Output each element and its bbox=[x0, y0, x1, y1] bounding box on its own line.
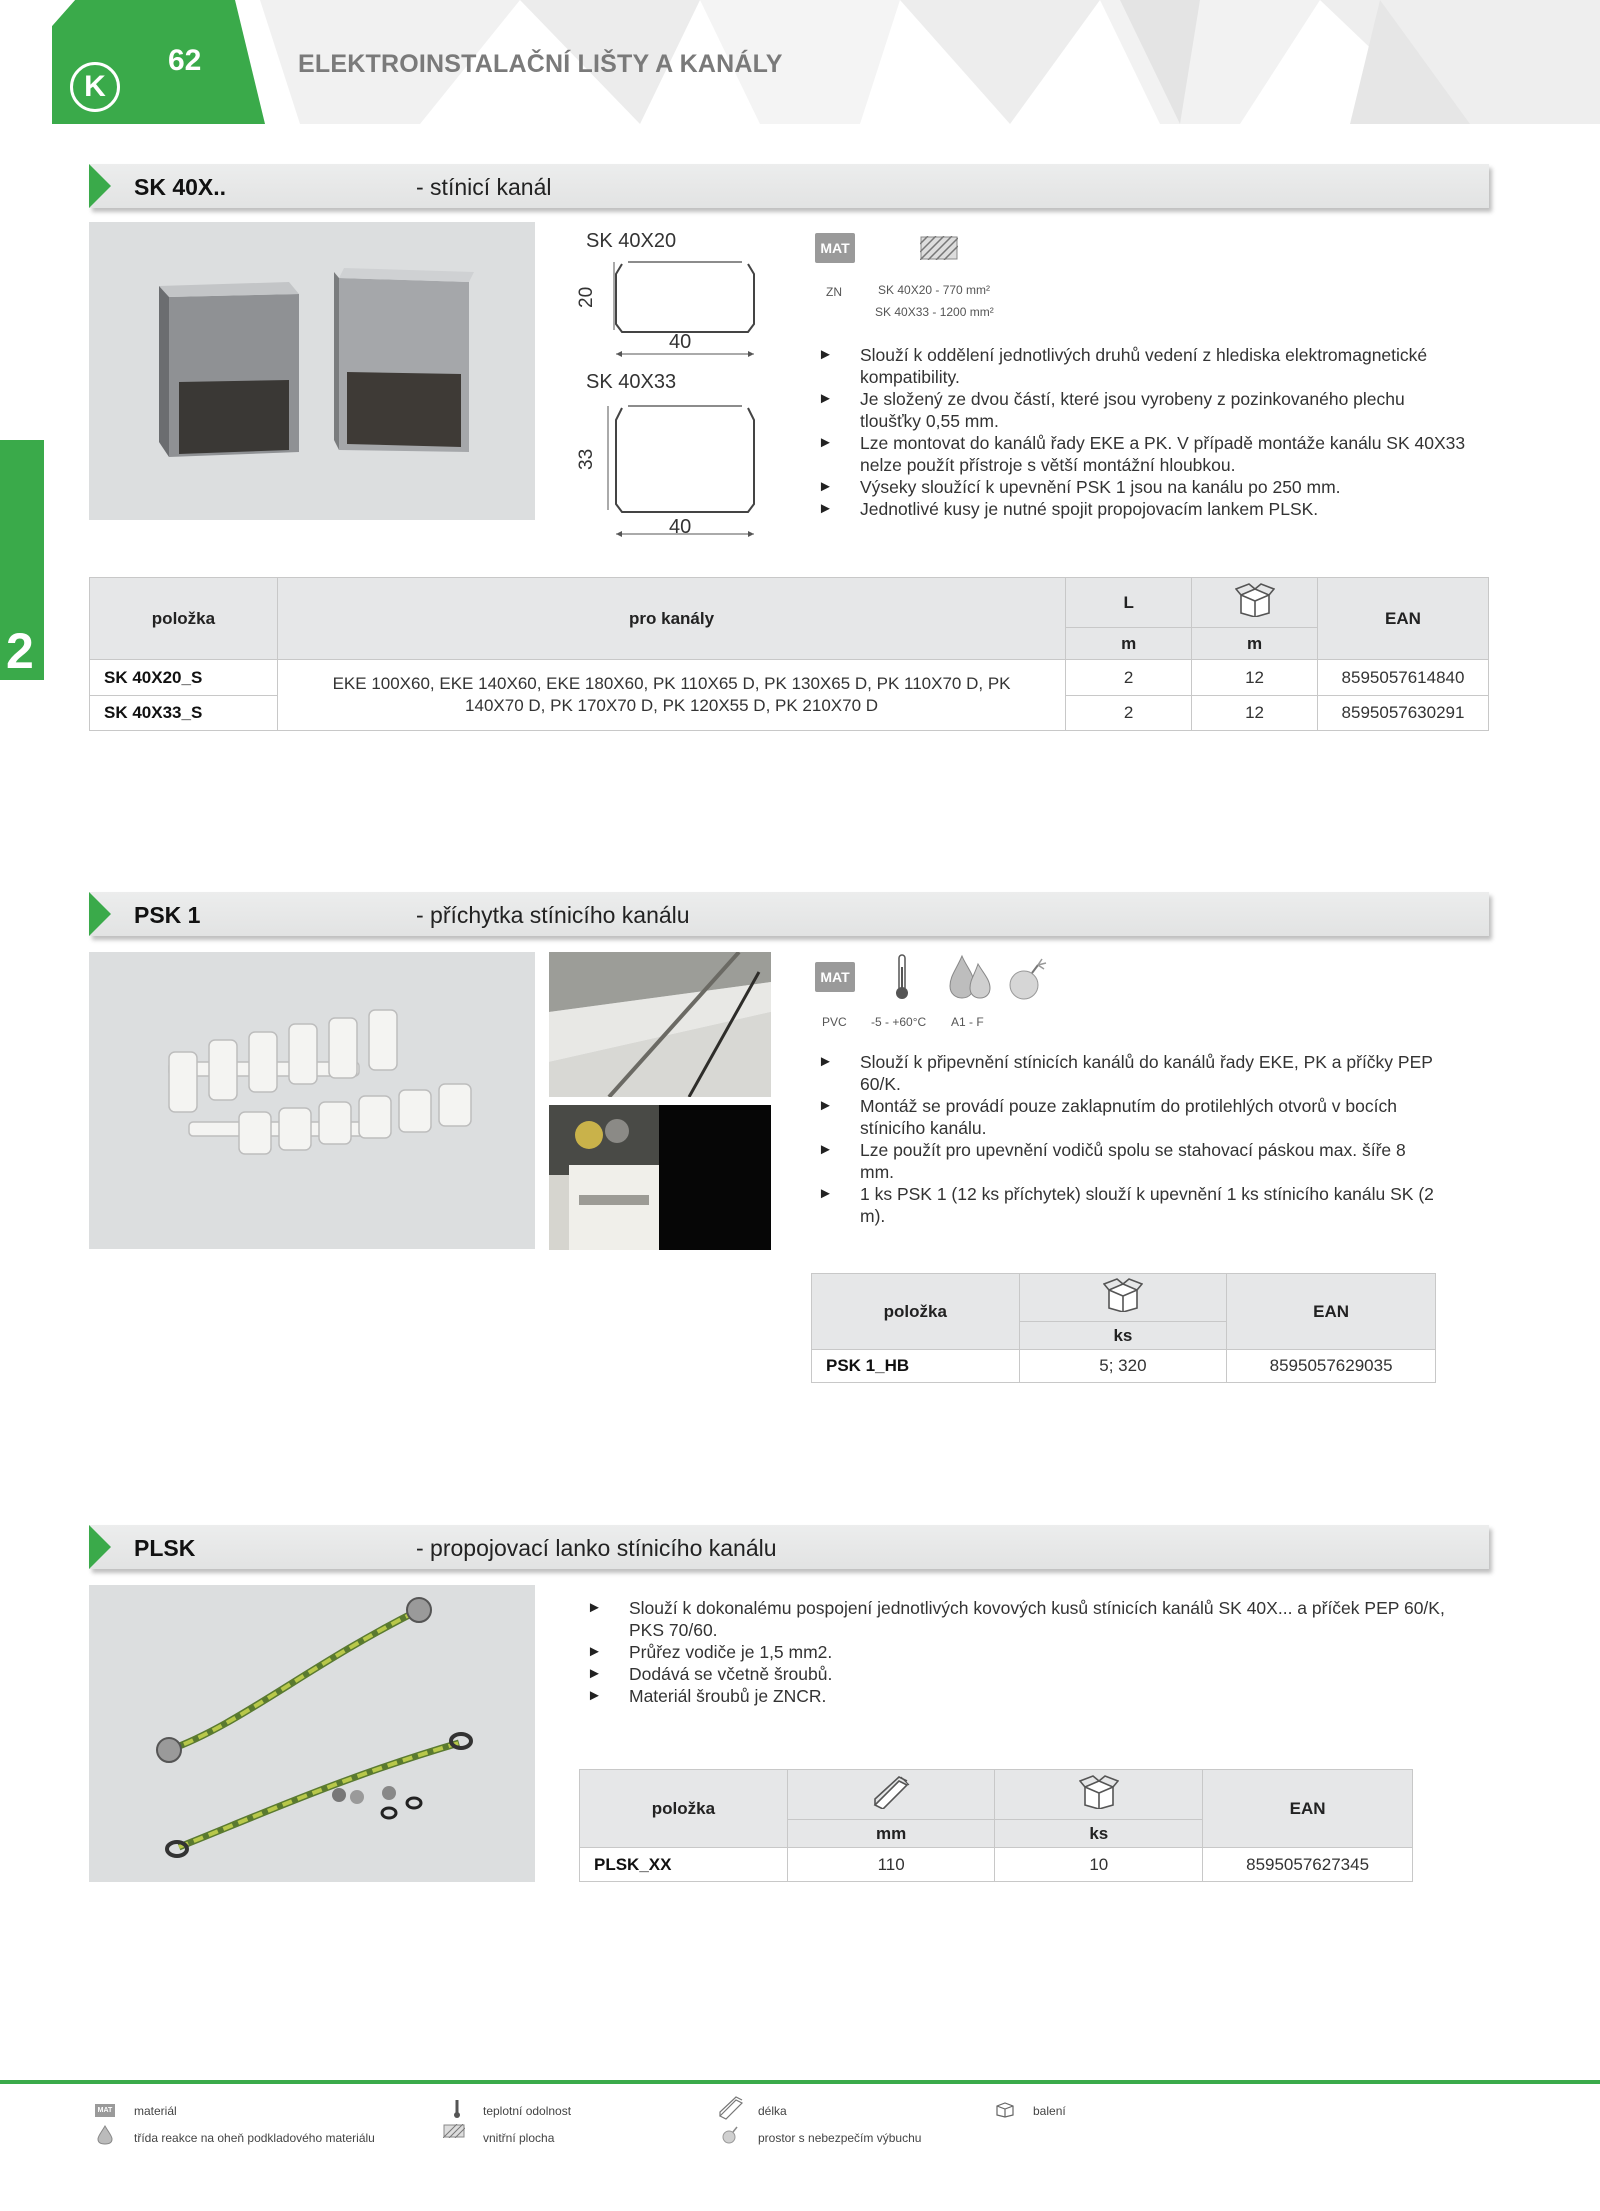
section-description: - příchytka stínicího kanálu bbox=[416, 902, 690, 928]
profile-name-sk40x33: SK 40X33 bbox=[586, 371, 677, 393]
page-title: ELEKTROINSTALAČNÍ LIŠTY A KANÁLY bbox=[298, 50, 783, 78]
section-code: SK 40X.. bbox=[134, 174, 227, 200]
ean-value: 8595057627345 bbox=[1203, 1848, 1413, 1882]
item-code: SK 40X33_S bbox=[90, 696, 278, 731]
material-icon: MAT bbox=[815, 233, 855, 263]
profile-height-sk40x33: 33 bbox=[576, 448, 597, 470]
length-value: 2 bbox=[1066, 660, 1192, 696]
compatible-channels: EKE 100X60, EKE 140X60, EKE 180X60, PK 110X65 D, PK 130X65 D, PK 110X70 D, PK 140X70 D, PK 170X70 D, PK 120X55 D, PK 210X70 D bbox=[277, 660, 1065, 731]
list-item: ► Montáž se provádí pouze zaklapnutím do protilehlých otvorů v bocích stínicího kanálu. bbox=[818, 1095, 1438, 1139]
unit-package: ks bbox=[995, 1820, 1203, 1848]
ean-value: 8595057629035 bbox=[1227, 1350, 1436, 1383]
package-value: 10 bbox=[995, 1848, 1203, 1882]
fire-class-value: A1 - F bbox=[951, 1015, 984, 1029]
area-note-sk40x20: SK 40X20 - 770 mm² bbox=[878, 283, 991, 297]
feature-list-sk40 bbox=[818, 344, 1470, 520]
list-item: ► Je složený ze dvou částí, které jsou vyrobeny z pozinkovaného plechu tloušťky 0,55 mm. bbox=[818, 388, 1470, 432]
column-header-ean: EAN bbox=[1203, 1770, 1413, 1848]
product-photo-sk40 bbox=[89, 222, 535, 520]
product-photo-psk bbox=[89, 952, 535, 1249]
legend-length: délka bbox=[758, 2104, 787, 2118]
package-value: 12 bbox=[1192, 660, 1318, 696]
explosion-hazard-icon bbox=[1008, 955, 1050, 1001]
section-header-psk bbox=[89, 892, 1489, 936]
length-icon bbox=[718, 2096, 744, 2120]
chapter-number: 2 bbox=[6, 623, 34, 679]
column-header-item: položka bbox=[90, 578, 278, 660]
product-photo-plsk bbox=[89, 1585, 535, 1882]
inner-surface-icon bbox=[920, 236, 958, 260]
length-icon bbox=[871, 1775, 911, 1809]
list-item: ► Jednotlivé kusy je nutné spojit propojovacím lankem PLSK. bbox=[818, 498, 1470, 520]
package-box-icon bbox=[994, 2100, 1016, 2118]
column-header-item: položka bbox=[812, 1274, 1020, 1350]
column-header-ean: EAN bbox=[1318, 578, 1489, 660]
column-header-for: pro kanály bbox=[277, 578, 1065, 660]
item-code: SK 40X20_S bbox=[90, 660, 278, 696]
installation-photo-2 bbox=[549, 1105, 771, 1250]
legend-temperature: teplotní odolnost bbox=[483, 2104, 572, 2118]
fire-class-icon bbox=[946, 952, 992, 1000]
installation-photo-1 bbox=[549, 952, 771, 1097]
fire-class-icon bbox=[97, 2125, 113, 2145]
item-code: PLSK_XX bbox=[580, 1848, 788, 1882]
package-value: 12 bbox=[1192, 696, 1318, 731]
list-item: ► Lze použít pro upevnění vodičů spolu se stahovací páskou max. šíře 8 mm. bbox=[818, 1139, 1438, 1183]
temperature-value: -5 - +60°C bbox=[871, 1015, 927, 1029]
unit-package: m bbox=[1192, 628, 1318, 660]
package-box-icon bbox=[1079, 1775, 1119, 1809]
profile-name-sk40x20: SK 40X20 bbox=[586, 230, 677, 252]
length-value: 2 bbox=[1066, 696, 1192, 731]
material-value: PVC bbox=[822, 1015, 847, 1029]
column-header-package bbox=[1019, 1274, 1227, 1322]
list-item: ► 1 ks PSK 1 (12 ks příchytek) slouží k upevnění 1 ks stínicího kanálu SK (2 m). bbox=[818, 1183, 1438, 1227]
list-item: ► Slouží k oddělení jednotlivých druhů vedení z hlediska elektromagnetické kompatibility. bbox=[818, 344, 1470, 388]
column-header-length: L bbox=[1066, 578, 1192, 628]
table-row bbox=[90, 660, 1489, 696]
section-header-plsk bbox=[89, 1525, 1489, 1569]
legend-package: balení bbox=[1033, 2104, 1066, 2118]
area-note-sk40x33: SK 40X33 - 1200 mm² bbox=[875, 305, 994, 319]
product-table-sk40 bbox=[89, 577, 1489, 731]
explosion-hazard-icon bbox=[721, 2124, 741, 2144]
column-header-package bbox=[1192, 578, 1318, 628]
list-item: ► Dodává se včetně šroubů. bbox=[587, 1663, 1467, 1685]
unit-length: mm bbox=[787, 1820, 995, 1848]
section-arrow-icon bbox=[89, 892, 111, 936]
package-box-icon bbox=[1103, 1278, 1143, 1312]
material-icon: MAT bbox=[95, 2104, 115, 2117]
page-number: 62 bbox=[168, 44, 202, 77]
unit-length: m bbox=[1066, 628, 1192, 660]
table-row bbox=[580, 1848, 1413, 1882]
thermometer-icon bbox=[893, 953, 911, 1001]
legend-explosion: prostor s nebezpečím výbuchu bbox=[758, 2131, 922, 2145]
legend-inner-surface: vnitřní plocha bbox=[483, 2131, 555, 2145]
length-value: 110 bbox=[787, 1848, 995, 1882]
list-item: ► Výseky sloužící k upevnění PSK 1 jsou na kanálu po 250 mm. bbox=[818, 476, 1470, 498]
column-header-ean: EAN bbox=[1227, 1274, 1436, 1350]
company-logo: K bbox=[70, 62, 120, 112]
thermometer-icon bbox=[452, 2099, 462, 2119]
inner-surface-icon bbox=[443, 2124, 465, 2138]
section-code: PSK 1 bbox=[134, 902, 201, 928]
column-header-item: položka bbox=[580, 1770, 788, 1848]
header-background bbox=[0, 0, 1600, 124]
ean-value: 8595057630291 bbox=[1318, 696, 1489, 731]
feature-list-psk bbox=[818, 1051, 1438, 1227]
profile-height-sk40x20: 20 bbox=[576, 286, 597, 308]
list-item: ► Průřez vodiče je 1,5 mm2. bbox=[587, 1641, 1467, 1663]
profile-width-sk40x20: 40 bbox=[669, 331, 692, 353]
list-item: ► Slouží k připevnění stínicích kanálů do kanálů řady EKE, PK a příčky PEP 60/K. bbox=[818, 1051, 1438, 1095]
section-code: PLSK bbox=[134, 1535, 196, 1561]
section-arrow-icon bbox=[89, 164, 111, 208]
column-header-package bbox=[995, 1770, 1203, 1820]
list-item: ► Materiál šroubů je ZNCR. bbox=[587, 1685, 1467, 1707]
table-row bbox=[812, 1350, 1436, 1383]
product-table-psk bbox=[811, 1273, 1436, 1383]
footer-divider bbox=[0, 2080, 1600, 2084]
product-table-plsk bbox=[579, 1769, 1413, 1882]
section-arrow-icon bbox=[89, 1525, 111, 1569]
section-header-sk40 bbox=[89, 164, 1489, 208]
section-description: - propojovací lanko stínicího kanálu bbox=[416, 1535, 777, 1561]
section-description: - stínicí kanál bbox=[416, 174, 552, 200]
legend-material: materiál bbox=[134, 2104, 177, 2118]
list-item: ► Slouží k dokonalému pospojení jednotlivých kovových kusů stínicích kanálů SK 40X... a příček PEP 60/K, PKS 70/60. bbox=[587, 1597, 1467, 1641]
feature-list-plsk bbox=[587, 1597, 1467, 1707]
column-header-length bbox=[787, 1770, 995, 1820]
material-icon: MAT bbox=[815, 962, 855, 992]
package-value: 5; 320 bbox=[1019, 1350, 1227, 1383]
profile-width-sk40x33: 40 bbox=[669, 516, 692, 538]
unit-package: ks bbox=[1019, 1322, 1227, 1350]
package-box-icon bbox=[1235, 583, 1275, 617]
material-value: ZN bbox=[826, 285, 842, 299]
item-code: PSK 1_HB bbox=[812, 1350, 1020, 1383]
ean-value: 8595057614840 bbox=[1318, 660, 1489, 696]
list-item: ► Lze montovat do kanálů řady EKE a PK. V případě montáže kanálu SK 40X33 nelze použít přístroje s větší montážní hloubkou. bbox=[818, 432, 1470, 476]
legend-fire: třída reakce na oheň podkladového materiálu bbox=[134, 2131, 375, 2145]
